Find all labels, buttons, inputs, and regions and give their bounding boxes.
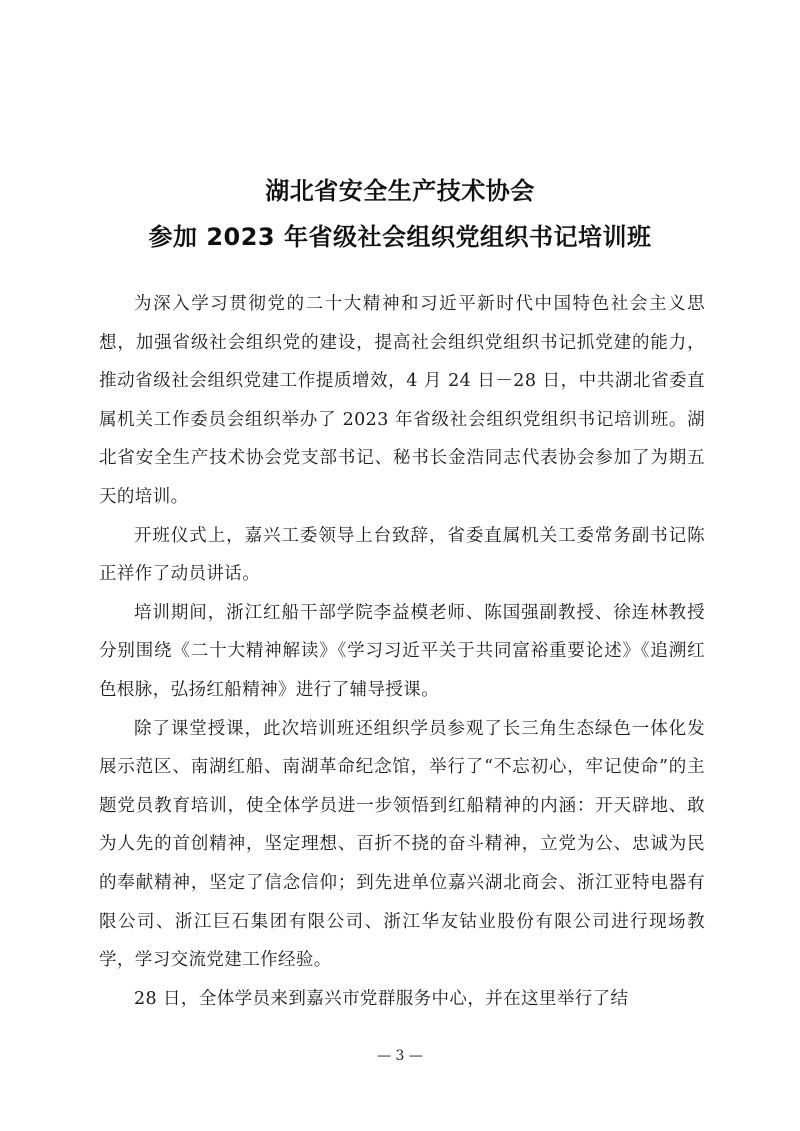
document-body — [99, 285, 705, 1018]
document-title — [0, 168, 800, 260]
paragraph-closing: 28 日，全体学员来到嘉兴市党群服务中心，并在这里举行了结 — [134, 988, 629, 1009]
paragraph-opening-ceremony: 开班仪式上，嘉兴工委领导上台致辞，省委直属机关工委常务副书记陈正祥作了动员讲话。 — [99, 525, 705, 585]
paragraph-training-lectures: 培训期间，浙江红船干部学院李益模老师、陈国强副教授、徐连林教授分别围绕《二十大精神解读》《学习习近平关于共同富裕重要论述》《追溯红色根脉，弘扬红船精神》进行了辅导授课。 — [99, 602, 705, 700]
paragraph-site-visits: 除了课堂授课，此次培训班还组织学员参观了长三角生态绿色一体化发展示范区、南湖红船、南湖革命纪念馆，举行了“不忘初心，牢记使命”的主题党员教育培训，使全体学员进一步领悟到红船精神的内涵：开天辟地、敢为人先的首创精神，坚定理想、百折不挠的奋斗精神，立党为公、忠诚为民的奉献精神，坚定了信念信仰；到先进单位嘉兴湖北商会、浙江亚特电器有限公司、浙江巨石集团有限公司、浙江华友钴业股份有限公司进行现场教学，学习交流党建工作经验。 — [99, 718, 705, 971]
title-line-organization: 湖北省安全生产技术协会 — [265, 177, 535, 205]
paragraph-intro: 为深入学习贯彻党的二十大精神和习近平新时代中国特色社会主义思想，加强省级社会组织党的建设，提高社会组织党组织书记抓党建的能力，推动省级社会组织党建工作提质增效，4 月 24 日－28 日，中共湖北省委直属机关工作委员会组织举办了 2023 年省级社会组织党组织书记培训班。湖北省安全生产技术协会党支部书记、秘书长金浩同志代表协会参加了为期五天的培训。 — [99, 294, 705, 507]
page-number: — 3 — — [377, 1048, 423, 1064]
title-line-event: 参加 2023 年省级社会组织党组织书记培训班 — [148, 223, 652, 251]
